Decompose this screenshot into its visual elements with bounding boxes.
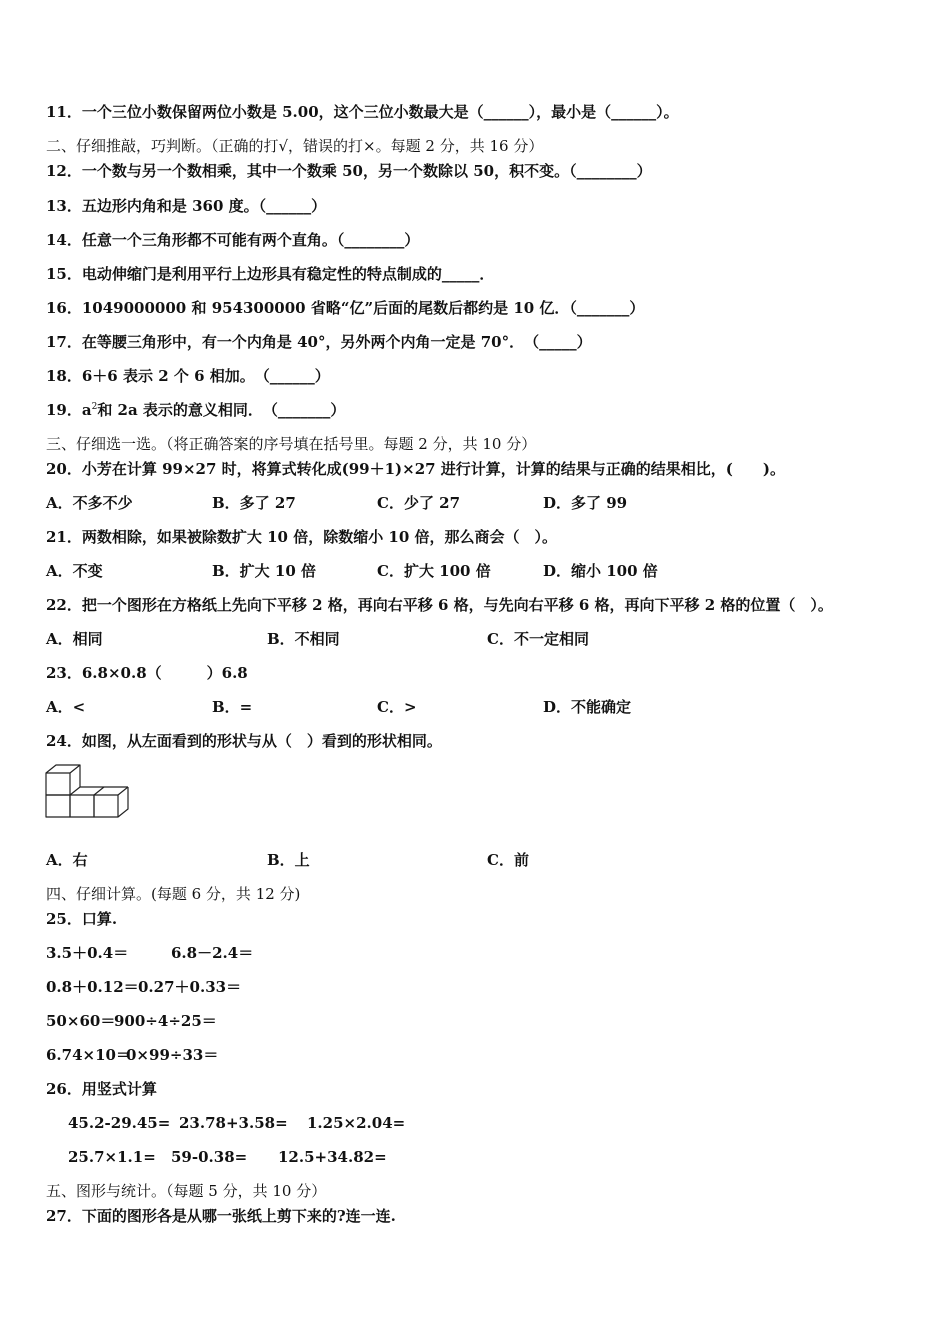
option-a: A．< (46, 698, 86, 716)
section-3-heading: 三、仔细选一选。（将正确答案的序号填在括号里。每题 2 分，共 10 分） (46, 435, 537, 453)
question-14: 14．任意一个三角形都不可能有两个直角。（________） (46, 231, 420, 249)
oral-calc-item: 0.27＋0.33＝ (138, 978, 242, 996)
vertical-calc-item: 12.5+34.82= (278, 1148, 387, 1166)
option-c: C．扩大 100 倍 (377, 562, 491, 580)
cube-stack-figure (44, 762, 136, 820)
question-17: 17．在等腰三角形中，有一个内角是 40°，另外两个内角一定是 70°． （_____） (46, 333, 592, 351)
option-b: B．多了 27 (212, 494, 296, 512)
question-18: 18．6＋6 表示 2 个 6 相加。 （______） (46, 367, 330, 385)
oral-calc-item: 6.74×10＝ (46, 1046, 131, 1064)
oral-calc-item: 6.8－2.4＝ (171, 944, 254, 962)
question-13: 13．五边形内角和是 360 度。（______） (46, 197, 327, 215)
question-27: 27．下面的图形各是从哪一张纸上剪下来的?连一连. (46, 1207, 396, 1225)
vertical-calc-item: 45.2-29.45= (68, 1114, 171, 1132)
oral-calc-item: 900÷4÷25＝ (114, 1012, 217, 1030)
question-16: 16．1049000000 和 954300000 省略“亿”后面的尾数后都约是 10 亿．（_______） (46, 299, 645, 317)
option-a: A．不多不少 (46, 494, 133, 512)
option-a: A．不变 (46, 562, 103, 580)
section-2-heading: 二、仔细推敲，巧判断。（正确的打√，错误的打×。每题 2 分，共 16 分） (46, 137, 544, 155)
exponent: 2 (91, 402, 98, 412)
question-24: 24．如图，从左面看到的形状与从（ ）看到的形状相同。 (46, 732, 442, 750)
question-22: 22．把一个图形在方格纸上先向下平移 2 格，再向右平移 6 格，与先向右平移 6 格，再向下平移 2 格的位置（ ）。 (46, 596, 833, 614)
vertical-calc-item: 23.78+3.58= (179, 1114, 288, 1132)
vertical-calc-item: 25.7×1.1= (68, 1148, 156, 1166)
oral-calc-item: 3.5＋0.4＝ (46, 944, 129, 962)
option-b: B．上 (267, 851, 310, 869)
option-d: D．不能确定 (543, 698, 632, 716)
option-c: C．不一定相同 (487, 630, 589, 648)
question-11: 11．一个三位小数保留两位小数是 5.00，这个三位小数最大是（______），最小是（______）。 (46, 103, 679, 121)
question-21: 21．两数相除，如果被除数扩大 10 倍，除数缩小 10 倍，那么商会（ ）。 (46, 528, 558, 546)
question-20: 20．小芳在计算 99×27 时，将算式转化成(99＋1)×27 进行计算，计算的结果与正确的结果相比，( )。 (46, 460, 786, 478)
question-26: 26．用竖式计算 (46, 1080, 157, 1098)
option-b: B．不相同 (267, 630, 340, 648)
option-c: C．> (377, 698, 417, 716)
option-c: C．前 (487, 851, 529, 869)
option-b: B．扩大 10 倍 (212, 562, 316, 580)
vertical-calc-item: 1.25×2.04= (307, 1114, 406, 1132)
section-5-heading: 五、图形与统计。（每题 5 分，共 10 分） (46, 1182, 327, 1200)
question-25: 25．口算. (46, 910, 118, 928)
option-d: D．缩小 100 倍 (543, 562, 658, 580)
option-a: A．相同 (46, 630, 103, 648)
option-d: D．多了 99 (543, 494, 628, 512)
option-c: C．少了 27 (377, 494, 461, 512)
question-15: 15．电动伸缩门是利用平行上边形具有稳定性的特点制成的_____． (46, 265, 495, 283)
question-23: 23．6.8×0.8（ ）6.8 (46, 664, 248, 682)
oral-calc-item: 50×60＝ (46, 1012, 116, 1030)
section-4-heading: 四、仔细计算。(每题 6 分，共 12 分) (46, 885, 301, 903)
question-12: 12．一个数与另一个数相乘，其中一个数乘 50，另一个数除以 50，积不变。（________） (46, 162, 652, 180)
question-19: 19．$a^2$和 2a 表示的意义相同． （_______） (46, 401, 346, 419)
option-a: A．右 (46, 851, 88, 869)
oral-calc-item: 0×99÷33＝ (126, 1046, 219, 1064)
option-b: B．= (212, 698, 253, 716)
vertical-calc-item: 59-0.38= (171, 1148, 248, 1166)
oral-calc-item: 0.8＋0.12＝ (46, 978, 139, 996)
